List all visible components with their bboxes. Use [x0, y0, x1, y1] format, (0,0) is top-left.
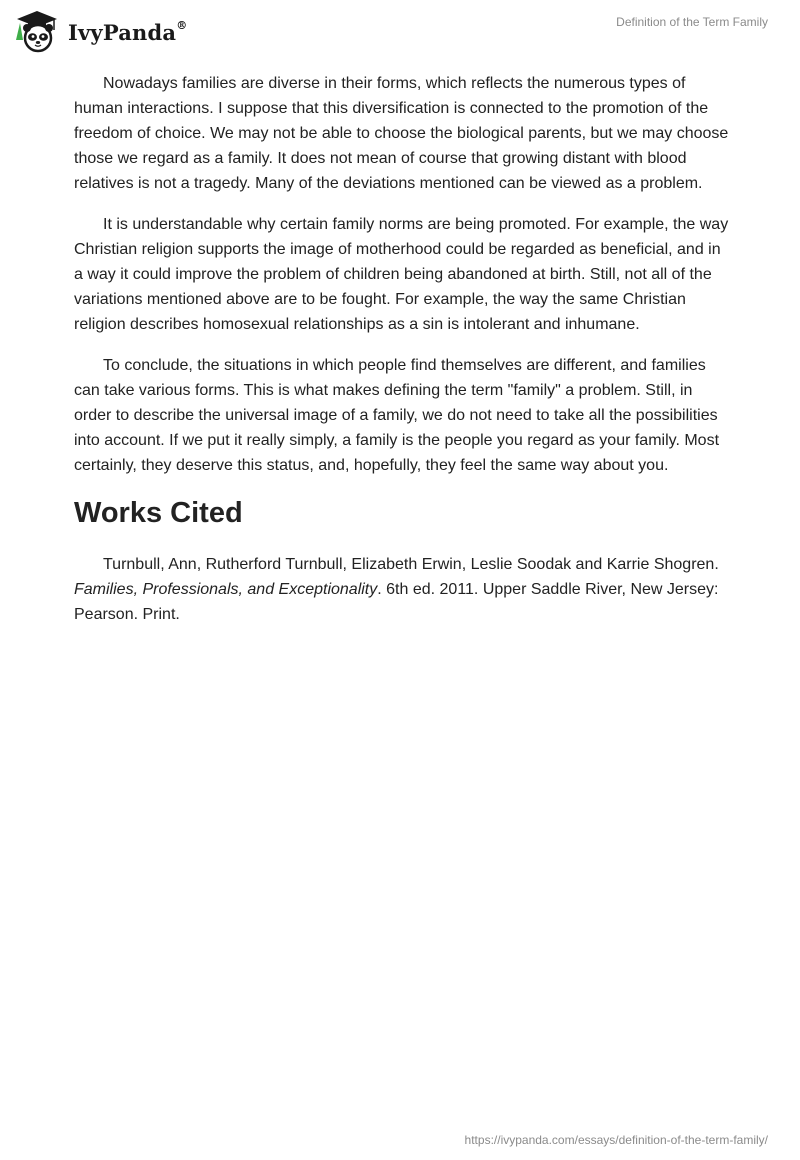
- body-paragraph: Nowadays families are diverse in their forms, which reflects the numerous types of human interactions. I suppose that this diversification is connected to the promotion of the freedom of choice. We may not be able to choose the biological parents, but we may choose those we regard as a family. It does not mean of course that growing distant with blood relatives is not a tragedy. Many of the deviations mentioned can be viewed as a problem.: [74, 75, 729, 192]
- document-title: Definition of the Term Family: [616, 15, 768, 29]
- ivypanda-logo[interactable]: [14, 8, 187, 54]
- body-paragraph: It is understandable why certain family norms are being promoted. For example, the way Christian religion supports the image of motherhood could be regarded as beneficial, and in a way it could improve the problem of children being abandoned at birth. Still, not all of the variations mentioned above are to be fought. For example, the way the same Christian religion describes homosexual relationships as a sin is intolerant and inhumane.: [74, 216, 729, 333]
- essay-content: [74, 71, 730, 643]
- citation-authors: Turnbull, Ann, Rutherford Turnbull, Elizabeth Erwin, Leslie Soodak and Karrie Shogren.: [103, 556, 719, 573]
- brand-name: IvyPanda®: [68, 18, 188, 45]
- source-url[interactable]: https://ivypanda.com/essays/definition-of-the-term-family/: [464, 1133, 768, 1147]
- works-cited-heading: Works Cited: [74, 497, 243, 529]
- panda-graduate-icon: [14, 8, 60, 54]
- page-header: [0, 0, 800, 64]
- citation-entry: [74, 552, 730, 627]
- citation-title: Families, Professionals, and Exceptionality: [74, 581, 378, 598]
- citation-details: . 6th ed. 2011. Upper Saddle River, New Jersey: Pearson. Print.: [74, 581, 719, 623]
- body-paragraph: To conclude, the situations in which people find themselves are different, and families can take various forms. This is what makes defining the term "family" a problem. Still, in order to describe the universal image of a family, we do not need to take all the possibilities into account. If we put it really simply, a family is the people you regard as your family. Most certainly, they deserve this status, and, hopefully, they feel the same way about you.: [74, 357, 720, 474]
